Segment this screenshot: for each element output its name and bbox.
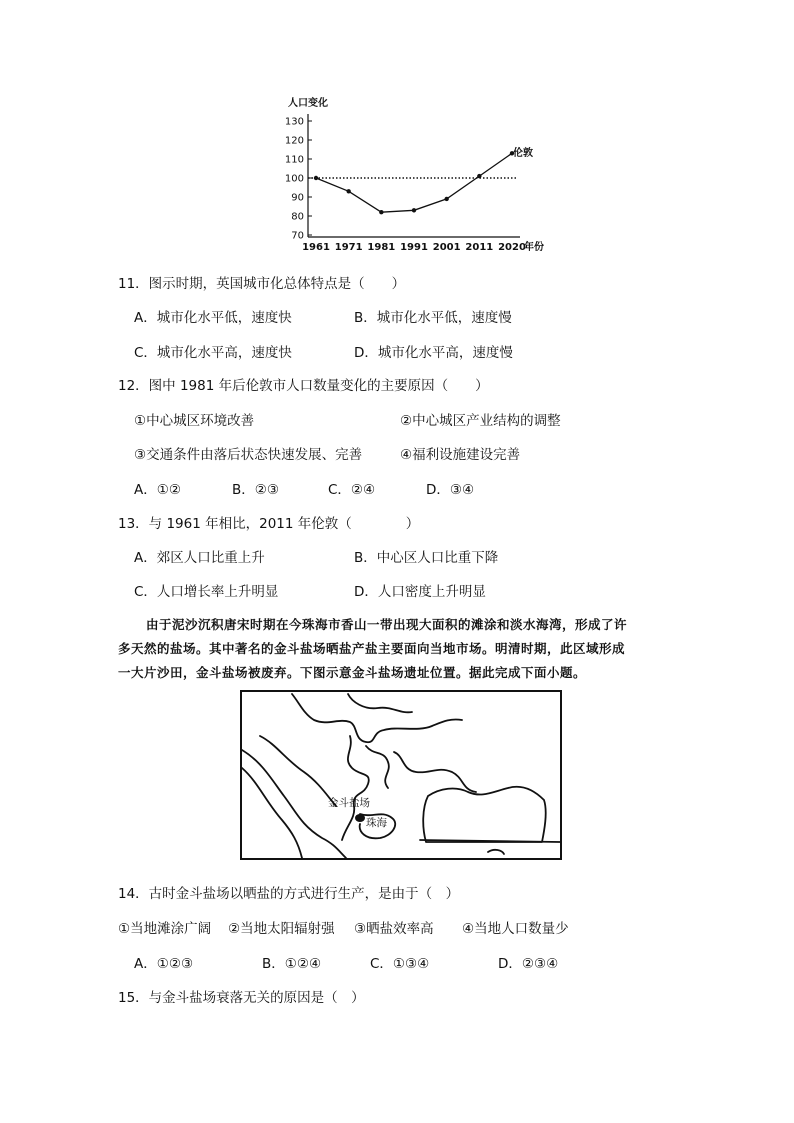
q11-stem: 11．图示时期，英国城市化总体特点是（ ） bbox=[118, 276, 406, 292]
q13-option-c[interactable]: C．人口增长率上升明显 bbox=[134, 584, 279, 600]
y-tick-label: 100 bbox=[284, 173, 304, 185]
q12-statement-4: ④福利设施建设完善 bbox=[400, 447, 521, 463]
y-axis-label: 人口变化 bbox=[288, 98, 328, 109]
map-label-saltworks: 金斗盐场 bbox=[328, 797, 370, 809]
data-point-2011 bbox=[477, 174, 481, 178]
q12-option-a[interactable]: A．①② bbox=[134, 482, 181, 498]
saltworks-location-map bbox=[240, 690, 562, 860]
series-line-london bbox=[316, 153, 512, 212]
data-point-1961 bbox=[314, 176, 318, 180]
q13-stem: 13．与 1961 年相比，2011 年伦敦（ ） bbox=[118, 516, 420, 532]
q14-stem: 14．古时金斗盐场以晒盐的方式进行生产，是由于（ ） bbox=[118, 886, 460, 902]
x-tick-label: 2020 bbox=[498, 242, 526, 253]
q14-statement-2: ②当地太阳辐射强 bbox=[228, 921, 335, 937]
q12-option-c[interactable]: C．②④ bbox=[328, 482, 376, 498]
q11-option-c[interactable]: C．城市化水平高，速度快 bbox=[134, 345, 292, 361]
passage-line-3: 一大片沙田，金斗盐场被废弃。下图示意金斗盐场遗址位置。据此完成下面小题。 bbox=[118, 665, 587, 680]
y-tick-label: 90 bbox=[291, 192, 304, 204]
q14-option-a[interactable]: A．①②③ bbox=[134, 956, 194, 972]
q14-statement-1: ①当地滩涂广阔 bbox=[118, 921, 212, 937]
reading-passage bbox=[118, 613, 678, 685]
series-label-london: 伦敦 bbox=[513, 148, 533, 159]
q14-statement-4: ④当地人口数量少 bbox=[462, 921, 569, 937]
q14-option-d[interactable]: D．②③④ bbox=[498, 956, 559, 972]
passage-line-2: 多天然的盐场。其中著名的金斗盐场晒盐产盐主要面向当地市场。明清时期，此区域形成 bbox=[118, 641, 626, 656]
q12-option-b[interactable]: B．②③ bbox=[232, 482, 279, 498]
q14-option-b[interactable]: B．①②④ bbox=[262, 956, 322, 972]
y-tick-label: 130 bbox=[284, 116, 304, 128]
y-tick-label: 80 bbox=[291, 211, 304, 223]
y-tick-label: 70 bbox=[291, 230, 304, 242]
q12-stem: 12．图中 1981 年后伦敦市人口数量变化的主要原因（ ） bbox=[118, 378, 489, 394]
x-tick-label: 1971 bbox=[334, 242, 363, 253]
q12-option-d[interactable]: D．③④ bbox=[426, 482, 475, 498]
saltworks-site-marker bbox=[355, 814, 365, 822]
y-tick-label: 110 bbox=[284, 154, 304, 166]
q13-option-d[interactable]: D．人口密度上升明显 bbox=[354, 584, 486, 600]
passage-line-1: 由于泥沙沉积唐宋时期在今珠海市香山一带出现大面积的滩涂和淡水海湾，形成了许 bbox=[146, 617, 628, 632]
coastline-map bbox=[242, 692, 560, 858]
y-tick-label: 120 bbox=[284, 135, 304, 147]
q12-statement-1: ①中心城区环境改善 bbox=[134, 413, 255, 429]
x-tick-label: 1991 bbox=[400, 242, 428, 253]
q12-statement-2: ②中心城区产业结构的调整 bbox=[400, 413, 561, 429]
q14-statement-3: ③晒盐效率高 bbox=[354, 921, 434, 937]
x-axis-label: 年份 bbox=[524, 242, 544, 253]
population-chart bbox=[280, 92, 544, 262]
q15-stem: 15．与金斗盐场衰落无关的原因是（ ） bbox=[118, 990, 365, 1006]
q14-option-c[interactable]: C．①③④ bbox=[370, 956, 430, 972]
q11-option-a[interactable]: A．城市化水平低，速度快 bbox=[134, 310, 292, 326]
data-point-1991 bbox=[412, 208, 416, 212]
x-tick-label: 1981 bbox=[367, 242, 396, 253]
q13-option-a[interactable]: A．郊区人口比重上升 bbox=[134, 550, 265, 566]
q13-option-b[interactable]: B．中心区人口比重下降 bbox=[354, 550, 499, 566]
x-tick-label: 2001 bbox=[432, 242, 461, 253]
data-point-1971 bbox=[346, 189, 350, 193]
data-point-2001 bbox=[444, 197, 448, 201]
data-point-1981 bbox=[379, 210, 383, 214]
x-tick-label: 2011 bbox=[465, 242, 494, 253]
x-tick-label: 1961 bbox=[302, 242, 330, 253]
q11-option-d[interactable]: D．城市化水平高，速度慢 bbox=[354, 345, 513, 361]
map-label-zhuhai: 珠海 bbox=[366, 817, 387, 829]
q11-option-b[interactable]: B．城市化水平低，速度慢 bbox=[354, 310, 512, 326]
q12-statement-3: ③交通条件由落后状态快速发展、完善 bbox=[134, 447, 363, 463]
